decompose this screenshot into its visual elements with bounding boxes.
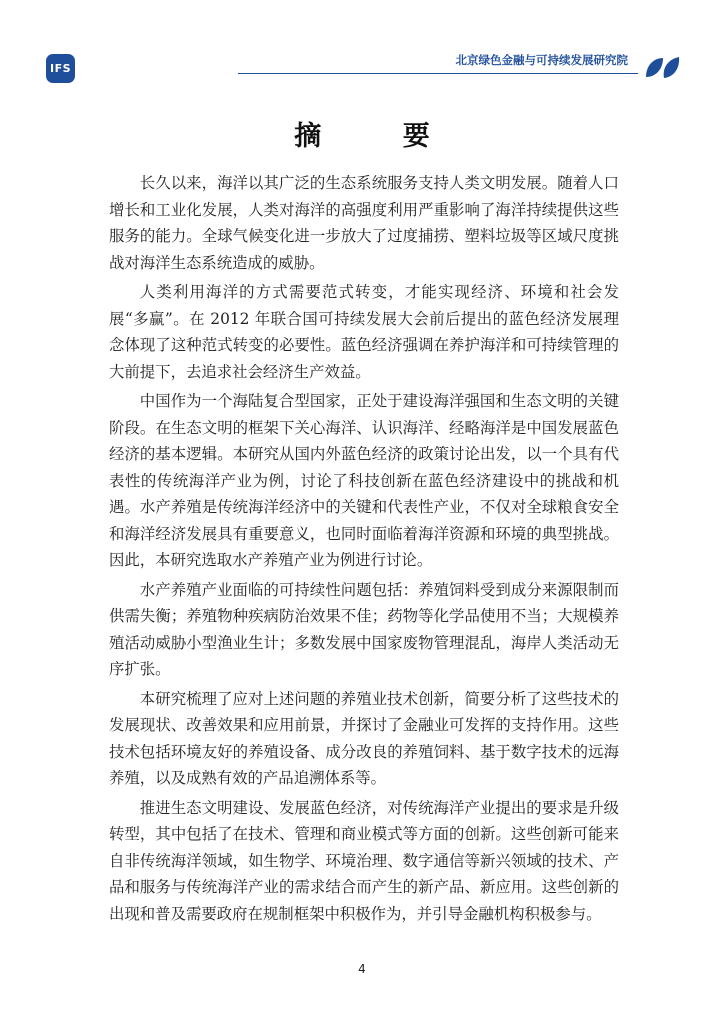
page-number: 4 (358, 962, 366, 976)
paragraph: 水产养殖产业面临的可持续性问题包括：养殖饲料受到成分来源限制而供需失衡；养殖物种疾病防治效果不佳；药物等化学品使用不当；大规模养殖活动威胁小型渔业生计；多数发展中国家废物管理混乱，海岸人类活动无序扩张。 (109, 580, 619, 678)
summary-body (109, 170, 619, 930)
paragraph: 推进生态文明建设、发展蓝色经济，对传统海洋产业提出的要求是升级转型，其中包括了在技术、管理和商业模式等方面的创新。这些创新可能来自非传统海洋领域，如生物学、环境治理、数字通信等新兴领域的技术、产品和服务与传统海洋产业的需求结合而产生的新产品、新应用。这些创新的出现和普及需要政府在规制框架中积极作为，并引导金融机构积极参与。 (109, 798, 619, 923)
paragraph: 本研究梳理了应对上述问题的养殖业技术创新，简要分析了这些技术的发展现状、改善效果和应用前景，并探讨了金融业可发挥的支持作用。这些技术包括环境友好的养殖设备、成分改良的养殖饲料、基于数字技术的远海养殖，以及成熟有效的产品追溯体系等。 (109, 689, 619, 787)
paragraph: 人类利用海洋的方式需要范式转变，才能实现经济、环境和社会发展“多赢”。在 2012 年联合国可持续发展大会前后提出的蓝色经济发展理念体现了这种范式转变的必要性。蓝色经济强调在养护海洋和可持续管理的大前提下，去追求社会经济生产效益。 (109, 283, 619, 381)
paragraph: 中国作为一个海陆复合型国家，正处于建设海洋强国和生态文明的关键阶段。在生态文明的框架下关心海洋、认识海洋、经略海洋是中国发展蓝色经济的基本逻辑。本研究从国内外蓝色经济的政策讨论出发，以一个具有代表性的传统海洋产业为例，讨论了科技创新在蓝色经济建设中的挑战和机遇。水产养殖是传统海洋经济中的关键和代表性产业，不仅对全球粮食安全和海洋经济发展具有重要意义，也同时面临着海洋资源和环境的典型挑战。因此，本研究选取水产养殖产业为例进行讨论。 (109, 392, 619, 569)
leaf-logo-icon (644, 55, 682, 81)
page-title: 摘 要 (294, 121, 466, 152)
header-divider (238, 73, 638, 74)
paragraph: 长久以来，海洋以其广泛的生态系统服务支持人类文明发展。随着人口增长和工业化发展，人类对海洋的高强度利用严重影响了海洋持续提供这些服务的能力。全球气候变化进一步放大了过度捕捞、塑料垃圾等区域尺度挑战对海洋生态系统造成的威胁。 (109, 174, 619, 272)
institute-name: 北京绿色金融与可持续发展研究院 (455, 53, 628, 67)
ifs-logo: IFS (46, 54, 75, 83)
